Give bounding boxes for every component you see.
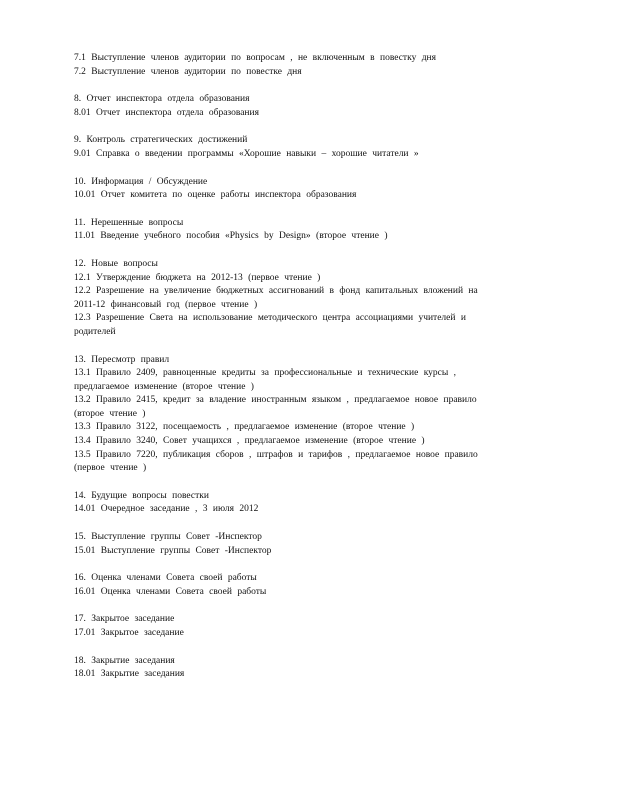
- agenda-line: 7.1 Выступление членов аудитории по вопросам , не включенным в повестку дня: [74, 53, 436, 63]
- agenda-line: 18. Закрытие заседания: [74, 655, 175, 666]
- agenda-section-7: [74, 52, 544, 79]
- agenda-line: 13.5 Правило 7220, публикация сборов , штрафов и тарифов , предлагаемое новое правило: [74, 449, 478, 460]
- agenda-document: [74, 52, 544, 696]
- agenda-line: 9.01 Справка о введении программы «Хорошие навыки – хорошие читатели »: [74, 148, 419, 159]
- agenda-line: (первое чтение ): [74, 463, 147, 474]
- agenda-section-9: [74, 134, 544, 161]
- agenda-section-10: [74, 176, 544, 203]
- agenda-section-11: [74, 217, 544, 244]
- agenda-line: предлагаемое изменение (второе чтение ): [74, 381, 254, 392]
- agenda-line: 12.1 Утверждение бюджета на 2012-13 (первое чтение ): [74, 272, 321, 283]
- agenda-line: 9. Контроль стратегических достижений: [74, 135, 248, 146]
- agenda-line: родителей: [74, 326, 116, 337]
- agenda-line: 8.01 Отчет инспектора отдела образования: [74, 107, 259, 118]
- agenda-line: 8. Отчет инспектора отдела образования: [74, 94, 250, 105]
- agenda-line: 18.01 Закрытие заседания: [74, 669, 185, 680]
- agenda-line: 15. Выступление группы Совет -Инспектор: [74, 532, 262, 543]
- agenda-section-15: [74, 531, 544, 558]
- agenda-line: 7.2 Выступление членов аудитории по повестке дня: [74, 66, 302, 77]
- agenda-section-16: [74, 572, 544, 599]
- agenda-section-13: [74, 354, 544, 476]
- agenda-section-18: [74, 655, 544, 682]
- agenda-line: 17.01 Закрытое заседание: [74, 628, 184, 638]
- agenda-line: 11. Нерешенные вопросы: [74, 217, 184, 228]
- agenda-line: 10. Информация / Обсуждение: [74, 176, 208, 187]
- agenda-line: 12. Новые вопросы: [74, 258, 158, 269]
- agenda-section-17: [74, 613, 544, 640]
- agenda-line: 11.01 Введение учебного пособия «Physics by Design» (второе чтение ): [74, 231, 388, 242]
- agenda-line: 16. Оценка членами Совета своей работы: [74, 573, 257, 584]
- agenda-line: 12.2 Разрешение на увеличение бюджетных ассигнований в фонд капитальных вложений на: [74, 286, 478, 297]
- agenda-line: 13.1 Правило 2409, равноценные кредиты за профессиональные и технические курсы ,: [74, 368, 457, 379]
- agenda-line: (второе чтение ): [74, 408, 146, 419]
- agenda-line: 10.01 Отчет комитета по оценке работы инспектора образования: [74, 190, 357, 201]
- agenda-line: 14.01 Очередное заседание , 3 июля 2012: [74, 504, 259, 515]
- agenda-line: 14. Будущие вопросы повестки: [74, 490, 209, 501]
- agenda-section-8: [74, 93, 544, 120]
- agenda-line: 15.01 Выступление группы Совет -Инспектор: [74, 545, 272, 556]
- agenda-line: 13.3 Правило 3122, посещаемость , предлагаемое изменение (второе чтение ): [74, 422, 415, 433]
- agenda-line: 17. Закрытое заседание: [74, 614, 175, 625]
- agenda-line: 16.01 Оценка членами Совета своей работы: [74, 586, 267, 597]
- agenda-line: 2011-12 финансовый год (первое чтение ): [74, 299, 258, 310]
- agenda-line: 13. Пересмотр правил: [74, 354, 170, 365]
- agenda-line: 13.2 Правило 2415, кредит за владение иностранным языком , предлагаемое новое правило: [74, 395, 477, 406]
- agenda-line: 13.4 Правило 3240, Совет учащихся , предлагаемое изменение (второе чтение ): [74, 436, 425, 447]
- agenda-section-12: [74, 258, 544, 340]
- agenda-section-14: [74, 490, 544, 517]
- agenda-line: 12.3 Разрешение Света на использование методического центра ассоциациями учителей и: [74, 313, 466, 324]
